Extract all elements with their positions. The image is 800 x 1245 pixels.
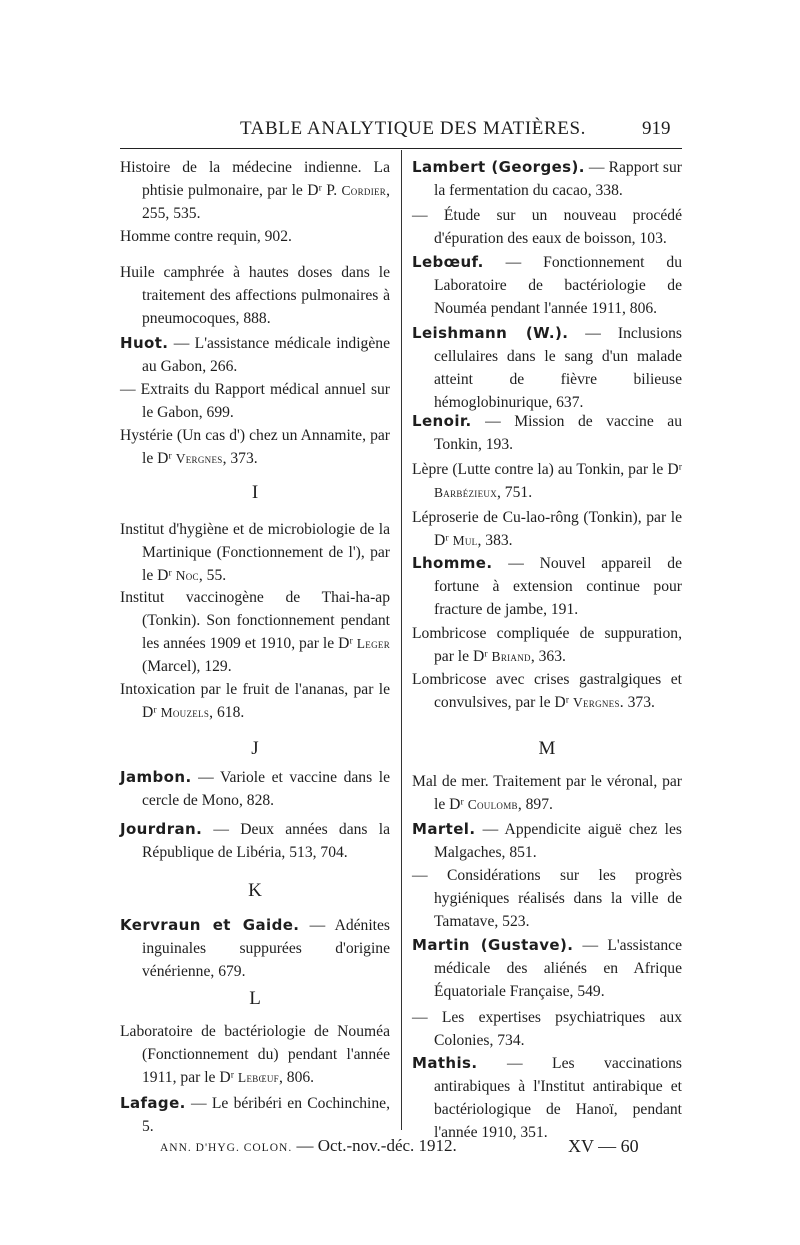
column-divider <box>401 150 402 1130</box>
index-entry: Léproserie de Cu-lao-rông (Tonkin), par le Dʳ Mul, 383. <box>412 509 682 549</box>
index-entry: Lombricose compliquée de suppuration, par le Dʳ Briand, 363. <box>412 625 682 665</box>
index-entry: Intoxication par le fruit de l'ananas, par le Dʳ Mouzels, 618. <box>120 681 390 721</box>
index-entry: Lèpre (Lutte contre la) au Tonkin, par le Dʳ Barbézieux, 751. <box>412 461 682 501</box>
footer-citation: ANN. D'HYG. COLON. — Oct.-nov.-déc. 1912. <box>160 1136 457 1155</box>
index-entry: Institut vaccinogène de Thai-ha-ap (Tonkin). Son fonctionnement pendant les années 1909 et 1910, par le Dʳ Leger (Marcel), 129. <box>120 589 390 675</box>
section-letter: M <box>538 738 556 759</box>
index-entry: Jourdran. — Deux années dans la République de Libéria, 513, 704. <box>120 820 390 861</box>
index-entry: — Considérations sur les progrès hygiéniques réalisés dans la ville de Tamatave, 523. <box>412 867 682 930</box>
index-entry: Lenoir. — Mission de vaccine au Tonkin, 193. <box>412 412 682 453</box>
index-entry: Martin (Gustave). — L'assistance médicale des aliénés en Afrique Équatoriale Française, 549. <box>412 936 682 1000</box>
index-entry: Lhomme. — Nouvel appareil de fortune à extension continue pour fracture de jambe, 191. <box>412 554 682 618</box>
running-title: TABLE ANALYTIQUE DES MATIÈRES. <box>240 118 587 139</box>
header-rule <box>120 148 682 149</box>
index-entry: Mal de mer. Traitement par le véronal, par le Dʳ Coulomb, 897. <box>412 773 682 813</box>
index-entry: Laboratoire de bactériologie de Nouméa (Fonctionnement du) pendant l'année 1911, par le Dʳ Lebœuf, 806. <box>120 1023 390 1086</box>
index-entry: Homme contre requin, 902. <box>120 228 292 245</box>
index-entry: Mathis. — Les vaccinations antirabiques à l'Institut antirabique et bactériologique de Hanoï, pendant l'année 1910, 351. <box>412 1054 682 1141</box>
section-letter: K <box>248 880 262 901</box>
index-entry: Histoire de la médecine indienne. La phtisie pulmonaire, par le Dʳ P. Cordier, 255, 535. <box>120 159 390 222</box>
section-letter: I <box>251 482 259 503</box>
index-entry: Institut d'hygiène et de microbiologie de la Martinique (Fonctionnement de l'), par le Dʳ Noc, 55. <box>120 521 390 584</box>
page-footer <box>0 1136 800 1162</box>
index-entry: Jambon. — Variole et vaccine dans le cercle de Mono, 828. <box>120 768 390 809</box>
index-entry: — Étude sur un nouveau procédé d'épuration des eaux de boisson, 103. <box>412 207 682 247</box>
index-entry: Kervraun et Gaide. — Adénites inguinales suppurées d'origine vénérienne, 679. <box>120 916 390 980</box>
index-entry: — Extraits du Rapport médical annuel sur le Gabon, 699. <box>120 381 390 421</box>
index-entry: Lombricose avec crises gastralgiques et convulsives, par le Dʳ Vergnes. 373. <box>412 671 682 711</box>
index-entry: Martel. — Appendicite aiguë chez les Malgaches, 851. <box>412 820 682 861</box>
section-letter: L <box>249 988 261 1009</box>
index-entry: Lambert (Georges). — Rapport sur la fermentation du cacao, 338. <box>412 158 682 199</box>
footer-signature: XV — 60 <box>568 1136 639 1156</box>
index-entry: Huile camphrée à hautes doses dans le traitement des affections pulmonaires à pneumocoques, 888. <box>120 264 390 327</box>
index-entry: Hystérie (Un cas d') chez un Annamite, par le Dʳ Vergnes, 373. <box>120 427 390 467</box>
index-entry: Huot. — L'assistance médicale indigène au Gabon, 266. <box>120 334 390 375</box>
index-entry: Lebœuf. — Fonctionnement du Laboratoire de bactériologie de Nouméa pendant l'année 1911, 806. <box>412 253 682 317</box>
index-entry: — Les expertises psychiatriques aux Colonies, 734. <box>412 1009 682 1049</box>
page-number: 919 <box>642 118 671 139</box>
index-entry: Leishmann (W.). — Inclusions cellulaires dans le sang d'un malade atteint de fièvre bilieuse hémoglobinurique, 637. <box>412 324 682 411</box>
page-header <box>0 118 800 144</box>
section-letter: J <box>251 738 259 759</box>
index-entry: Lafage. — Le béribéri en Cochinchine, 5. <box>120 1094 390 1135</box>
